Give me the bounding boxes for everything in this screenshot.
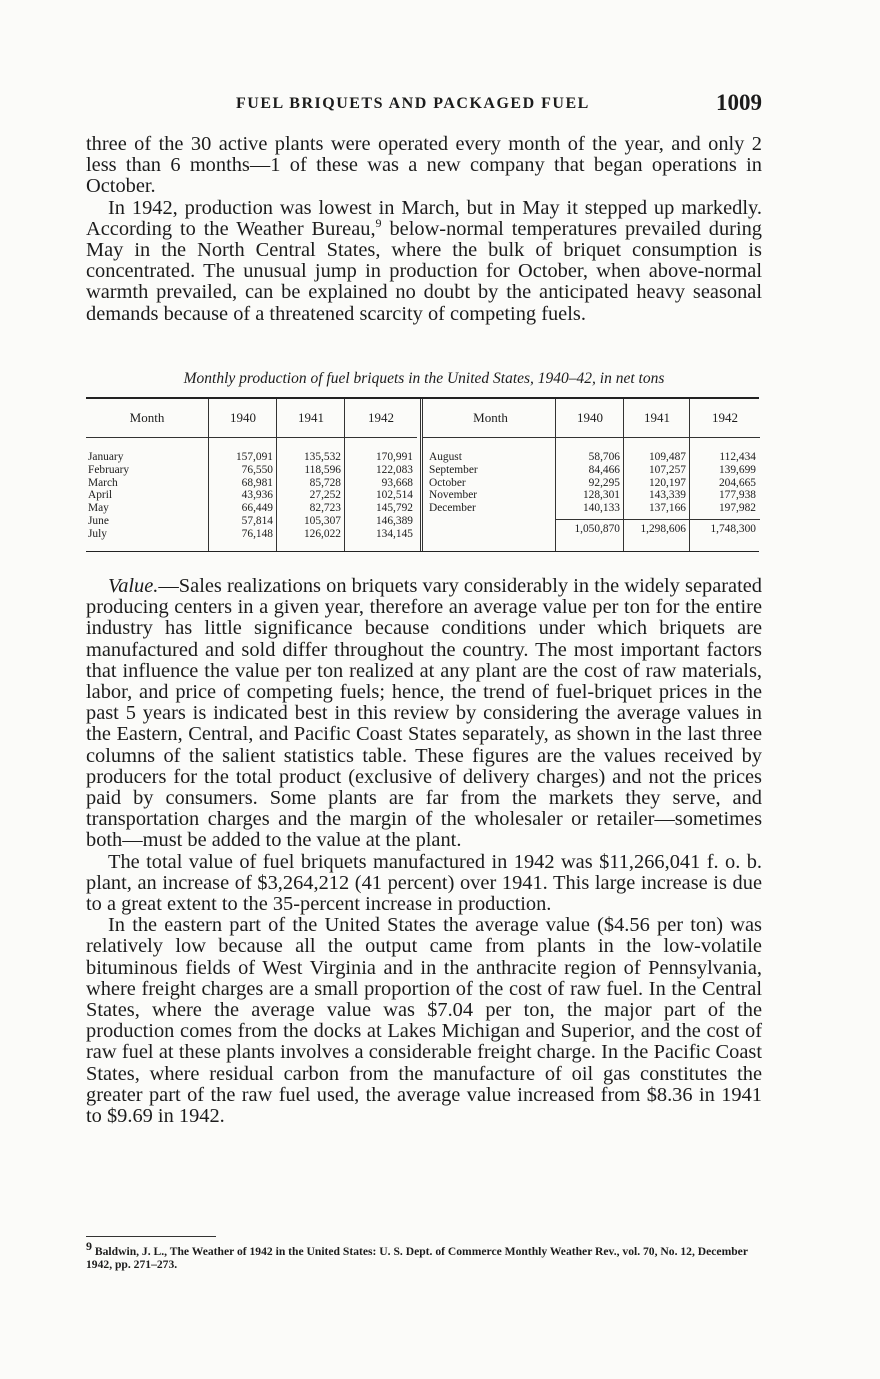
footnote xyxy=(86,1239,762,1271)
value-cell: 145,792 xyxy=(375,502,413,515)
total-rule xyxy=(624,519,690,520)
value-cell: 157,091 xyxy=(235,451,273,463)
value-cell: 58,706 xyxy=(588,451,620,463)
col-1941-right xyxy=(623,399,690,551)
month-cell: May xyxy=(88,502,109,515)
total-rule xyxy=(690,519,760,520)
value-cell: 170,991 xyxy=(375,451,413,463)
header-month-right: Month xyxy=(423,399,558,438)
value-cell: 120,197 xyxy=(648,476,686,489)
value-cell: 85,728 xyxy=(309,476,341,489)
value-cell: 112,434 xyxy=(719,451,756,463)
value-cell: 105,307 xyxy=(303,514,341,527)
header-1940-right: 1940 xyxy=(556,399,624,438)
month-cell: June xyxy=(88,514,109,527)
value-cell: 140,133 xyxy=(582,502,620,515)
header-month-left: Month xyxy=(86,399,208,438)
month-cell: March xyxy=(88,476,118,489)
value-cell: 27,252 xyxy=(309,489,341,502)
value-cell: 43,936 xyxy=(241,489,273,502)
value-cell: 137,166 xyxy=(648,502,686,515)
value-cell: 82,723 xyxy=(309,502,341,515)
value-cell: 197,982 xyxy=(718,502,756,515)
month-cell: January xyxy=(88,451,124,463)
value-cell: 118,596 xyxy=(304,463,341,476)
footnote-text: Baldwin, J. L., The Weather of 1942 in the United States: U. S. Dept. of Commerce Monthly Weather Rev., vol. 70, No. 12, December 1942, pp. 271–273. xyxy=(86,1245,748,1271)
table-caption: Monthly production of fuel briquets in the United States, 1940–42, in net tons xyxy=(183,370,665,387)
header-1940-left: 1940 xyxy=(209,399,277,438)
value-paragraph-2: The total value of fuel briquets manufactured in 1942 was $11,266,041 f. o. b. plant, an increase of $3,264,212 (41 percent) over 1941. This large increase is due to a great extent to the 35-percent increase in production. xyxy=(86,850,762,916)
value-cell: 204,665 xyxy=(718,476,756,489)
production-table xyxy=(86,397,759,552)
month-list-right xyxy=(423,451,558,515)
total-1942: 1,748,300 xyxy=(710,523,756,535)
total-1941: 1,298,606 xyxy=(640,523,686,535)
footnote-reference: 9 xyxy=(375,216,382,231)
month-cell: July xyxy=(88,527,107,540)
footnote-mark: 9 xyxy=(86,1239,92,1254)
value-cell: 135,532 xyxy=(303,451,341,463)
month-cell: December xyxy=(429,502,476,515)
col-month-left xyxy=(86,399,208,551)
page-number: 1009 xyxy=(716,90,762,115)
value-cell: 57,814 xyxy=(241,514,273,527)
total-rule xyxy=(556,519,624,520)
value-cell: 139,699 xyxy=(718,463,756,476)
col-1940-left xyxy=(208,399,277,551)
col-1941-left xyxy=(276,399,345,551)
value-cell: 109,487 xyxy=(648,451,686,463)
value-cell: 93,668 xyxy=(381,476,413,489)
value-section xyxy=(86,576,762,1127)
intro-paragraph-1: three of the 30 active plants were operated every month of the year, and only 2 less than 6 months—1 of these was a new company that began operations in October. xyxy=(86,133,762,198)
value-paragraph-3: In the eastern part of the United States the average value ($4.56 per ton) was relatively low because all the output came from plants in the low-volatile bituminous fields of West Virginia and in the anthracite region of Pennsylvania, where freight charges are a small proportion of the cost of raw fuel. In the Central States, where the average value was $7.04 per ton, the major part of the production comes from the docks at Lakes Michigan and Superior, and the cost of raw fuel at these plants involves a considerable freight charge. In the Pacific Coast States, where residual carbon from the manufacture of oil gas constitutes the greater part of the raw fuel used, the average value increased from $8.36 in 1941 to $9.69 in 1942. xyxy=(86,914,762,1128)
month-cell: April xyxy=(88,489,113,502)
total-1940: 1,050,870 xyxy=(574,523,620,535)
value-cell: 128,301 xyxy=(582,489,620,502)
month-cell: August xyxy=(429,451,462,463)
value-cell: 143,339 xyxy=(648,489,686,502)
month-cell: October xyxy=(429,476,466,489)
header-1941-left: 1941 xyxy=(277,399,345,438)
header-1941-right: 1941 xyxy=(624,399,690,438)
month-cell: February xyxy=(88,463,130,476)
header-1942-right: 1942 xyxy=(690,399,760,438)
value-cell: 76,148 xyxy=(241,527,273,540)
col-month-right xyxy=(420,399,558,551)
col-1940-right xyxy=(555,399,624,551)
value-cell: 107,257 xyxy=(648,463,686,476)
footnote-divider xyxy=(86,1236,216,1237)
intro-text xyxy=(86,134,762,325)
value-cell: 122,083 xyxy=(375,463,413,476)
intro-paragraph-2: In 1942, production was lowest in March, but in May it stepped up markedly. According to the Weather Bureau,$^9$ below-normal temperatures prevailed during May in the North Central States, where the bulk of briquet consumption is concentrated. The unusual jump in production for October, when above-normal warmth prevailed, can be explained no doubt by the anticipated heavy seasonal demands because of a threatened scarcity of competing fuels. xyxy=(86,196,762,325)
month-list-left xyxy=(86,451,208,541)
value-cell: 84,466 xyxy=(588,463,620,476)
value-paragraph-1: Value.—Sales realizations on briquets vary considerably in the widely separated producing centers in a given year, therefore an average value per ton for the entire industry has little significance because conditions under which briquets are manufactured and sold differ throughout the country. The most important factors that influence the value per ton realized at any plant are the cost of raw materials, labor, and price of competing fuels; hence, the trend of fuel-briquet prices in the past 5 years is indicated best in this review by considering the average values in the Eastern, Central, and Pacific Coast States separately, as shown in the last three columns of the salient statistics table. These figures are the values received by producers for the total product (exclusive of delivery charges) and not the prices paid by consumers. Some plants are far from the markets they serve, and transportation charges and the margin of the wholesaler or retailer—sometimes both—must be added to the value at the plant. xyxy=(86,575,762,852)
value-cell: 134,145 xyxy=(375,527,413,540)
col-1942-right xyxy=(689,399,760,551)
header-1942-left: 1942 xyxy=(345,399,417,438)
month-cell: September xyxy=(429,463,478,476)
page-header xyxy=(86,90,762,120)
value-cell: 102,514 xyxy=(375,489,413,502)
running-head: FUEL BRIQUETS AND PACKAGED FUEL xyxy=(236,95,590,112)
section-heading: Value. xyxy=(108,575,159,597)
value-cell: 68,981 xyxy=(241,476,273,489)
value-cell: 66,449 xyxy=(241,502,273,515)
col-1942-left xyxy=(344,399,417,551)
value-cell: 76,550 xyxy=(241,463,273,476)
value-cell: 126,022 xyxy=(303,527,341,540)
value-cell: 92,295 xyxy=(588,476,620,489)
value-cell: 177,938 xyxy=(718,489,756,502)
month-cell: November xyxy=(429,489,478,502)
value-cell: 146,389 xyxy=(375,514,413,527)
